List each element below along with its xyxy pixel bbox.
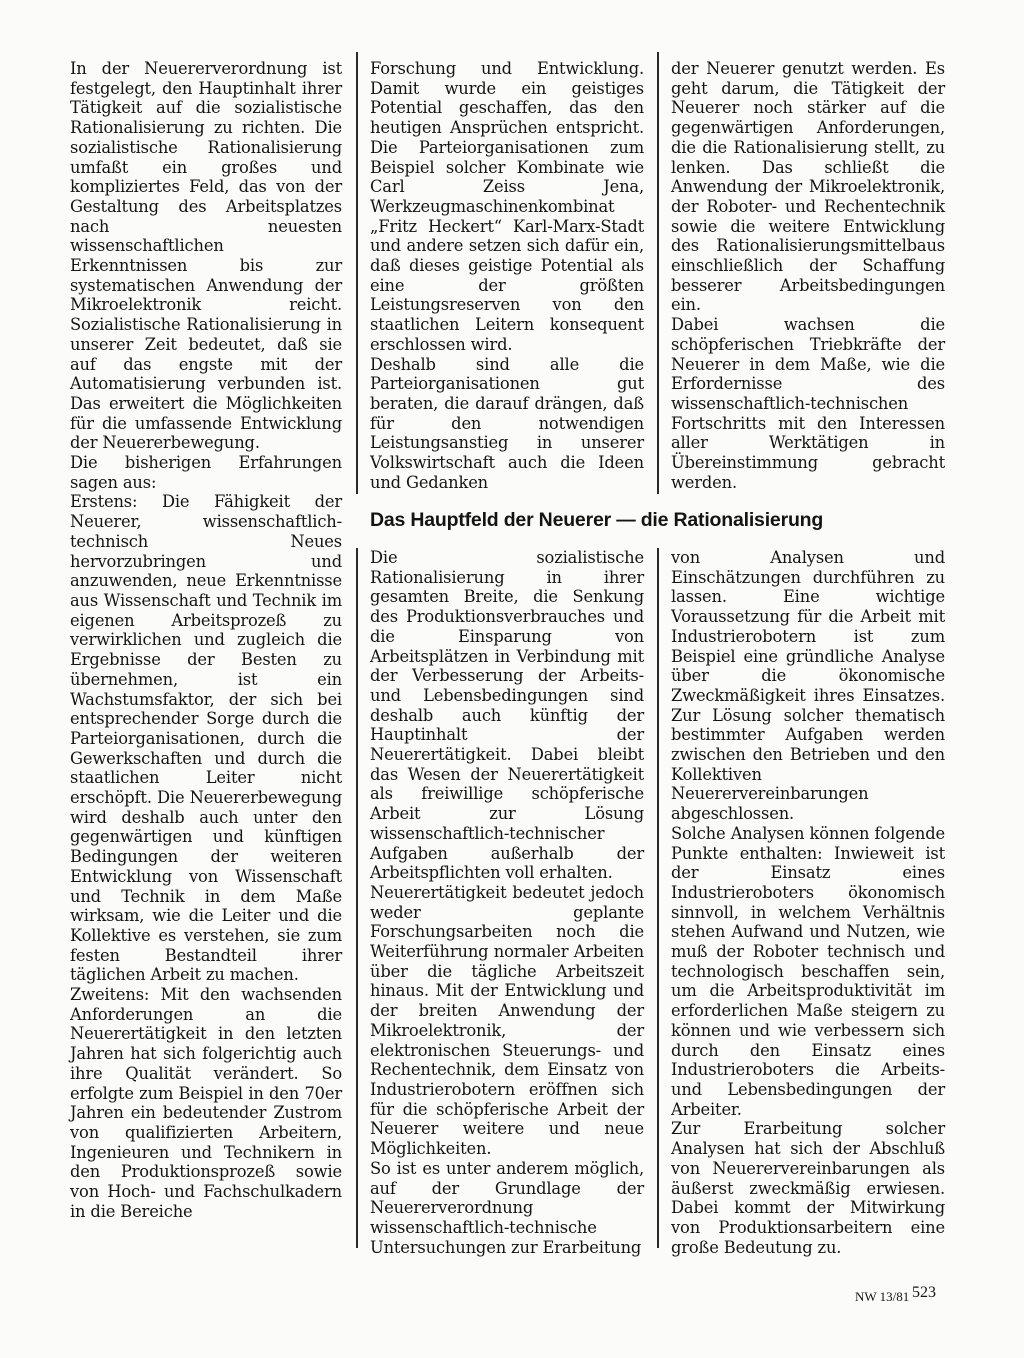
page-number: 523 bbox=[912, 1284, 936, 1301]
paragraph: Forschung und Entwicklung. Damit wurde ein geistiges Potential geschaffen, das den heutigen Ansprüchen entspricht. Die Parteiorganisationen zum Beispiel solcher Kombinate wie Carl Zeiss Jena, Werkzeugmaschinenkombinat „Fritz Heckert“ Karl-Marx-Stadt und andere setzen sich dafür ein, daß dieses geistige Potential als eine der größten Leistungsreserven von den staatlichen Leitern konsequent erschlossen wird. bbox=[370, 59, 644, 354]
paragraph: Dabei wachsen die schöpferischen Triebkräfte der Neuerer in dem Maße, wie die Erfordernisse des wissenschaftlich-technischen Fortschritts mit den Interessen aller Werktätigen in Übereinstimmung gebracht werden. bbox=[671, 315, 945, 492]
paragraph: von Analysen und Einschätzungen durchführen zu lassen. Eine wichtige Voraussetzung für die Arbeit mit Industrierobotern ist zum Beispiel eine gründliche Analyse über die ökonomische Zweckmäßigkeit ihres Einsatzes. Zur Lösung solcher thematisch bestimmter Aufgaben werden zwischen den Betrieben und den Kollektiven Neuerervereinbarungen abgeschlossen. bbox=[671, 548, 945, 824]
issue-label: NW 13/81 bbox=[855, 1289, 910, 1304]
text-column-5 bbox=[671, 548, 945, 1257]
column-divider-top-left bbox=[356, 52, 358, 494]
paragraph: Deshalb sind alle die Parteiorganisationen gut beraten, die darauf drängen, daß für den notwendigen Leistungsanstieg in unserer Volkswirtschaft auch die Ideen und Gedanken bbox=[370, 354, 644, 492]
paragraph: Die bisherigen Erfahrungen sagen aus: bbox=[70, 453, 342, 492]
column-divider-top-right bbox=[657, 52, 659, 494]
paragraph: Solche Analysen können folgende Punkte enthalten: Inwieweit ist der Einsatz eines Industrieroboters ökonomisch sinnvoll, in welchem Verhältnis stehen Aufwand und Nutzen, wie muß der Roboter technisch und technologisch beschaffen sein, um die Arbeitsproduktivität im erforderlichen Maße steigern zu können und wie verbessern sich durch den Einsatz eines Industrieroboters die Arbeits- und Lebensbedingungen der Arbeiter. bbox=[671, 823, 945, 1119]
paragraph: Die sozialistische Rationalisierung in ihrer gesamten Breite, die Senkung des Produktionsverbrauches und die Einsparung von Arbeitsplätzen in Verbindung mit der Verbesserung der Arbeits- und Lebensbedingungen sind deshalb auch künftig der Hauptinhalt der Neuerertätigkeit. Dabei bleibt das Wesen der Neuerertätigkeit als freiwillige schöpferische Arbeit zur Lösung wissenschaftlich-technischer Aufgaben außerhalb der Arbeitspflichten voll erhalten. bbox=[370, 548, 644, 883]
text-column-3 bbox=[671, 59, 945, 492]
paragraph: der Neuerer genutzt werden. Es geht darum, die Tätigkeit der Neuerer noch stärker auf die gegenwärtigen Anforderungen, die die Rationalisierung stellt, zu lenken. Das schließt die Anwendung der Mikroelektronik, der Roboter- und Rechentechnik sowie die weitere Entwicklung des Rationalisierungsmittelbaus einschließlich der Schaffung besserer Arbeitsbedingungen ein. bbox=[671, 59, 945, 315]
section-headline: Das Hauptfeld der Neuerer — die Rationalisierung bbox=[370, 509, 824, 531]
text-column-1 bbox=[70, 59, 342, 1221]
paragraph: Zweitens: Mit den wachsenden Anforderungen an die Neuerertätigkeit in den letzten Jahren hat sich folgerichtig auch ihre Qualität verändert. So erfolgte zum Beispiel in den 70er Jahren ein bedeutender Zustrom von qualifizierten Arbeitern, Ingenieuren und Technikern in den Produktionsprozeß sowie von Hoch- und Fachschulkadern in die Bereiche bbox=[70, 985, 342, 1221]
column-divider-bottom-right bbox=[657, 548, 659, 1248]
paragraph: Zur Erarbeitung solcher Analysen hat sich der Abschluß von Neuerervereinbarungen als äußerst zweckmäßig erwiesen. Dabei kommt der Mitwirkung von Produktionsarbeitern eine große Bedeutung zu. bbox=[671, 1119, 945, 1257]
text-column-2 bbox=[370, 59, 644, 492]
text-column-4 bbox=[370, 548, 644, 1257]
column-divider-bottom-left bbox=[356, 548, 358, 1248]
paragraph: So ist es unter anderem möglich, auf der Grundlage der Neuererverordnung wissenschaftlich-technische Untersuchungen zur Erarbeitung bbox=[370, 1158, 644, 1257]
paragraph: Erstens: Die Fähigkeit der Neuerer, wissenschaftlich-technisch Neues hervorzubringen und anzuwenden, neue Erkenntnisse aus Wissenschaft und Technik im eigenen Arbeitsprozeß zu verwirklichen und zugleich die Ergebnisse der Besten zu übernehmen, ist ein Wachstumsfaktor, der sich bei entsprechender Sorge durch die Parteiorganisationen, durch die Gewerkschaften und durch die staatlichen Leiter nicht erschöpft. Die Neuererbewegung wird deshalb auch unter den gegenwärtigen und künftigen Bedingungen der weiteren Entwicklung von Wissenschaft und Technik in dem Maße wirksam, wie die Leiter und die Kollektive es verstehen, sie zum festen Bestandteil ihrer täglichen Arbeit zu machen. bbox=[70, 492, 342, 985]
paragraph: In der Neuererverordnung ist festgelegt, den Hauptinhalt ihrer Tätigkeit auf die sozialistische Rationalisierung zu richten. Die sozialistische Rationalisierung umfaßt ein großes und kompliziertes Feld, das von der Gestaltung des Arbeitsplatzes nach neuesten wissenschaftlichen Erkenntnissen bis zur systematischen Anwendung der Mikroelektronik reicht. Sozialistische Rationalisierung in unserer Zeit bedeutet, daß sie auf das engste mit der Automatisierung verbunden ist. Das erweitert die Möglichkeiten für die umfassende Entwicklung der Neuererbewegung. bbox=[70, 59, 342, 453]
paragraph: Neuerertätigkeit bedeutet jedoch weder geplante Forschungsarbeiten noch die Weiterführung normaler Arbeiten über die tägliche Arbeitszeit hinaus. Mit der Entwicklung und der breiten Anwendung der Mikroelektronik, der elektronischen Steuerungs- und Rechentechnik, dem Einsatz von Industrierobotern eröffnen sich für die schöpferische Arbeit der Neuerer weitere und neue Möglichkeiten. bbox=[370, 882, 644, 1159]
